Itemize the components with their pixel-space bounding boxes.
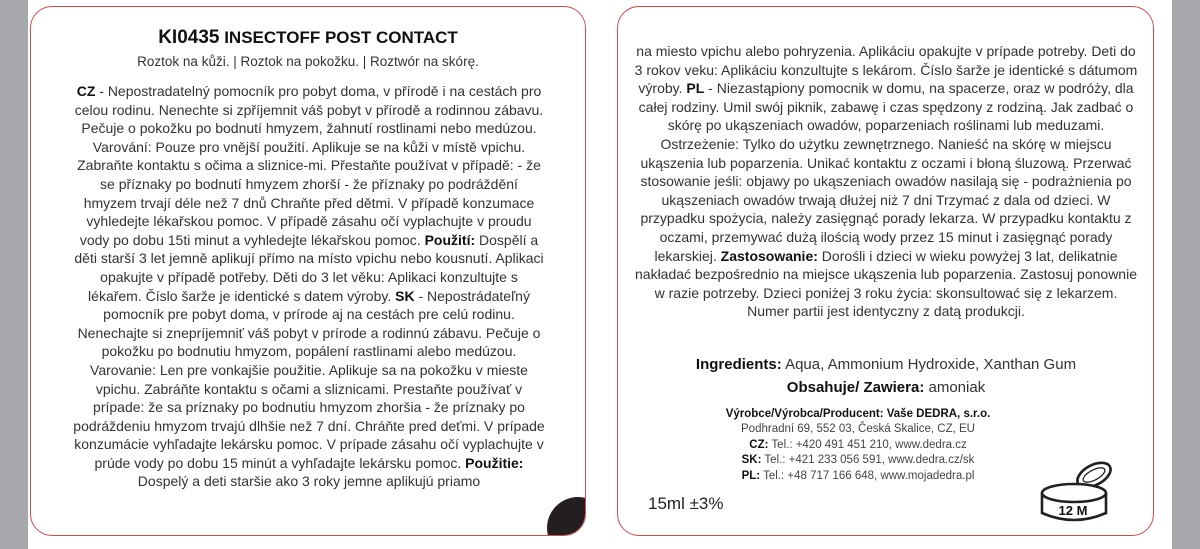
cz-text: - Nepostradatelný pomocník pro pobyt doma, v přírodě i na cestách pro celou rodinu. Nenechte si zpříjemnit váš pobyt v přírodě a rodinnou zábavu. Pečuje o pokožku po bodnutí hmyzem, žahnutí rostlinami nebo medúzou. Varování: Pouze pro vnější použití. Aplikuje se na kůži v místě vpichu. Zabraňte kontaktu s očima a sliznice-mi. Přestaňte používat v případě: - že se příznaky po bodnutí hmyzem zhorší - že příznaky po podráždění hmyzem trvají déle než 7 dnů Chraňte před dětmi. V případě konzumace vyhledejte lékařskou pomoc. V případě zásahu očí vyplachujte v proudu vody po dobu 15ti minut a vyhledejte lékařskou pomoc. <box>74 83 544 248</box>
cz-label: CZ <box>76 83 96 99</box>
sk-text: - Nepostrádateľný pomocník pre pobyt doma, v prírode aj na cestách pre celú rodinu. Nenechajte si znepríjemniť váš pobyt v prírode a rodinnú zábavu. Pečuje o pokožku po bodnutiu hmyzom, popálení rastlinami alebo medúzou. Varovanie: Len pre vonkajšie použitie. Aplikuje sa na pokožku v mieste vpichu. Zabráňte kontaktu s očami a sliznicami. Prestaňte používať v prípade: že sa príznaky po bodnutiu hmyzom zhoršia - že príznaky po podráždeniu hmyzom trvajú dlhšie než 7 dní. Chráňte pred deťmi. V prípade konzumácie vyhľadajte lekársku pomoc. V prípade zásahu očí vyplachujte v prúde vody po dobu 15 minút a vyhľadajte lekársku pomoc. <box>73 287 545 471</box>
product-subtitle: Roztok na kůži. | Roztok na pokožku. | Roztwór na skórę. <box>137 54 479 69</box>
pl-text: - Niezastąpiony pomocnik w domu, na spacerze, oraz w podróży, dla całej rodziny. Umil swój piknik, zabawę i czas spędzony z rodziną. Jak zadbać o skórę po ukąszeniach owadów, poparzeniach roślinami lub meduzami. Ostrzeżenie: Tylko do użytku zewnętrznego. Nanieść na skórę w miejscu ukąszenia lub poparzenia. Unikać kontaktu z oczami i błoną śluzową. Przerwać stosowanie jeśli: objawy po ukąszeniach owadów nasilają się - podrażnienia po ukąszeniach owadów trwają dłużej niż 7 dni Trzymać z dala od dzieci. W przypadku spożycia, należy zasięgnąć porady lekarza. W przypadku kontaktu z oczami, przemywać dużą ilością wody przez 15 minut i zasięgnąć porady lekarskiej. <box>638 80 1134 264</box>
cz-use-text: Dospělí a děti starší 3 let jemně aplikují přímo na místo vpichu nebo kousnutí. Aplikaci opakujte v případě potřeby. Děti do 3 let věku: Aplikaci konzultujte s lékařem. Číslo šarže je identické s datem výroby. <box>74 231 544 304</box>
manufacturer-block <box>658 407 1058 484</box>
left-gray-bar <box>0 0 28 549</box>
volume: 15ml ±3% <box>648 494 724 513</box>
sk-use-text: Dospelý a deti staršie ako 3 roky jemne aplikujú priamo <box>137 473 481 490</box>
product-code: KI0435 <box>158 27 220 48</box>
pl-use-text: Dorośli i dzieci w wieku powyżej 3 lat, delikatnie nakładać bezpośrednio na miejsce ukąszenia lub poparzenia. Zastosuj ponownie w razie potrzeby. Dzieci poniżej 3 roku życia: skonsultować się z lekarzem. Numer partii jest identyczny z datą produkcji. <box>635 247 1137 320</box>
contains-value: amoniak <box>924 379 986 396</box>
contains-label: Obsahuje/ Zawiera: <box>786 379 925 396</box>
sk-label: SK <box>395 287 415 304</box>
contact-pl: PL: Tel.: +48 717 166 648, www.mojadedra.pl <box>741 469 975 482</box>
instructions-cz-sk <box>73 82 545 491</box>
right-gray-bar <box>1172 0 1200 549</box>
product-name: INSECTOFF POST CONTACT <box>224 28 458 47</box>
instructions-sk-pl <box>632 42 1140 321</box>
pao-label: 12 M <box>1058 503 1088 518</box>
cz-use-label: Použití: <box>424 231 476 248</box>
pl-use-label: Zastosowanie: <box>720 247 818 264</box>
ingredients-label: Ingredients: <box>695 356 782 373</box>
open-jar-icon <box>1036 453 1118 527</box>
contact-sk: SK: Tel.: +421 233 056 591, www.dedra.cz/sk <box>741 454 975 467</box>
contact-cz: CZ: Tel.: +420 491 451 210, www.dedra.cz <box>749 438 967 451</box>
label-panel-right <box>617 6 1154 536</box>
ingredients-value: Aqua, Ammonium Hydroxide, Xanthan Gum <box>781 356 1077 373</box>
label-panel-left <box>30 6 586 536</box>
contains <box>632 379 1140 396</box>
corner-circle <box>547 497 586 536</box>
sk-continued-text: na miesto vpichu alebo pohryzenia. Aplikáciu opakujte v prípade potreby. Deti do 3 rokov veku: Aplikáciu konzultujte s lekárom. Číslo šarže je identické s dátumom výroby. <box>634 43 1138 97</box>
pl-label: PL <box>686 80 705 97</box>
manufacturer-label: Výrobce/Výrobca/Producent: Vaše DEDRA, s.r.o. <box>725 408 991 420</box>
sk-use-label: Použitie: <box>465 454 524 471</box>
ingredients <box>632 356 1140 373</box>
manufacturer-address: Podhradní 69, 552 03, Česká Skalice, CZ, EU <box>741 423 975 436</box>
product-title <box>31 27 585 49</box>
